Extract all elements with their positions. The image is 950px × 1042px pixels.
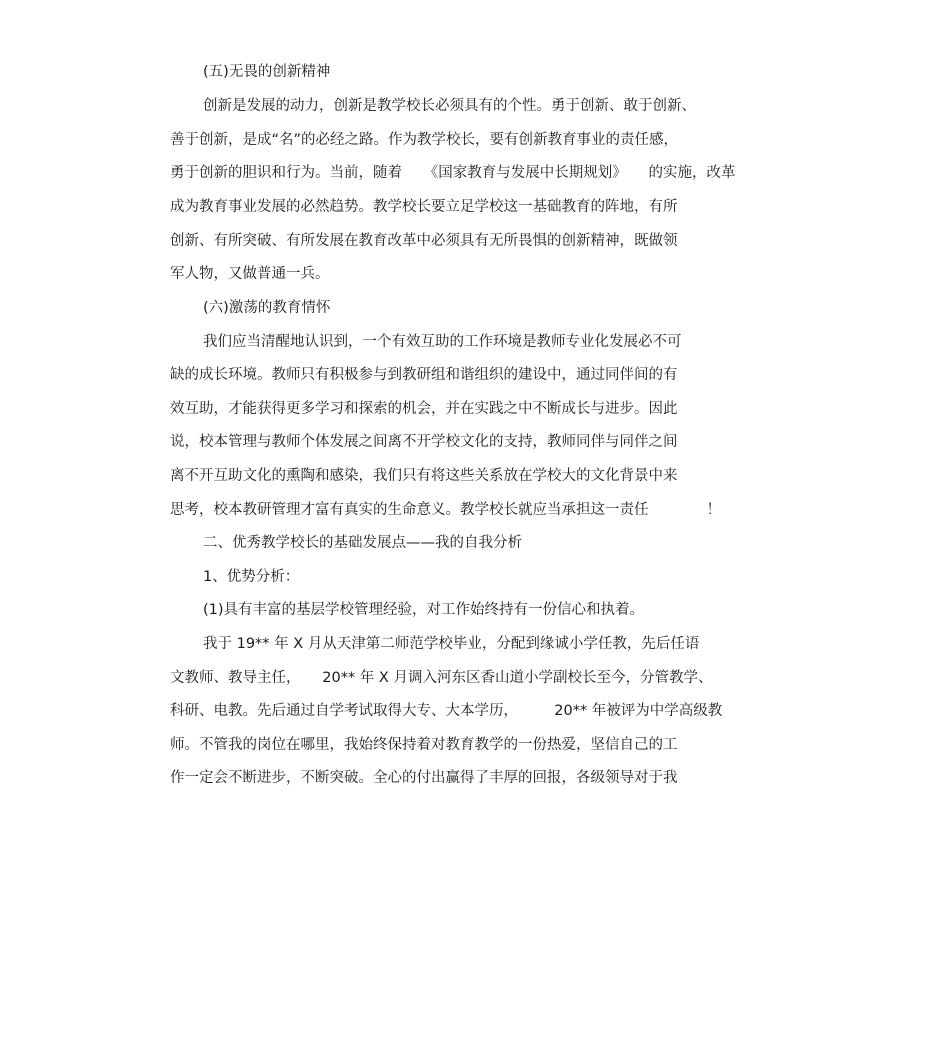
paragraph-line: 师。不管我的岗位在哪里，我始终保持着对教育教学的一份热爱，坚信自己的工 xyxy=(170,737,678,753)
point-heading-management-experience: (1)具有丰富的基层学校管理经验，对工作始终持有一份信心和执着。 xyxy=(203,602,645,618)
paragraph-line: 善于创新，是成“名”的必经之路。作为教学校长，要有创新教育事业的责任感， xyxy=(170,132,679,148)
paragraph-line: 勇于创新的胆识和行为。当前，随着 《国家教育与发展中长期规划》 的实施，改革 xyxy=(170,165,736,181)
paragraph-line: 科研、电教。先后通过自学考试取得大专、大本学历， 20** 年被评为中学高级教 xyxy=(170,703,723,719)
section-heading-self-analysis: 二、优秀教学校长的基础发展点——我的自我分析 xyxy=(203,535,522,551)
paragraph-line: 成为教育事业发展的必然趋势。教学校长要立足学校这一基础教育的阵地，有所 xyxy=(170,199,678,215)
paragraph-line: 思考，校本教研管理才富有真实的生命意义。教学校长就应当承担这一责任 ！ xyxy=(170,502,721,518)
paragraph-line: 离不开互助文化的熏陶和感染，我们只有将这些关系放在学校大的文化背景中来 xyxy=(170,468,678,484)
paragraph-line: 文教师、教导主任， 20** 年 X 月调入河东区香山道小学副校长至今，分管教学、 xyxy=(170,670,713,686)
paragraph-line: 我于 19** 年 X 月从天津第二师范学校毕业，分配到缘诚小学任教，先后任语 xyxy=(203,636,700,652)
paragraph-line: 创新是发展的动力，创新是教学校长必须具有的个性。勇于创新、敢于创新、 xyxy=(203,98,696,114)
paragraph-line: 缺的成长环境。教师只有积极参与到教研组和谐组织的建设中，通过同伴间的有 xyxy=(170,367,678,383)
paragraph-line: 军人物，又做普通一兵。 xyxy=(170,266,330,282)
paragraph-line: 说，校本管理与教师个体发展之间离不开学校文化的支持，教师同伴与同伴之间 xyxy=(170,434,678,450)
paragraph-line: 作一定会不断进步，不断突破。全心的付出赢得了丰厚的回报，各级领导对于我 xyxy=(170,770,678,786)
paragraph-line: 我们应当清醒地认识到，一个有效互助的工作环境是教师专业化发展必不可 xyxy=(203,334,682,350)
section-heading-innovation: (五)无畏的创新精神 xyxy=(203,64,331,80)
subsection-heading-strengths: 1、优势分析： xyxy=(203,569,300,585)
section-heading-passion: (六)激荡的教育情怀 xyxy=(203,300,331,316)
paragraph-line: 创新、有所突破、有所发展在教育改革中必须具有无所畏惧的创新精神，既做领 xyxy=(170,233,678,249)
paragraph-line: 效互助，才能获得更多学习和探索的机会，并在实践之中不断成长与进步。因此 xyxy=(170,401,678,417)
